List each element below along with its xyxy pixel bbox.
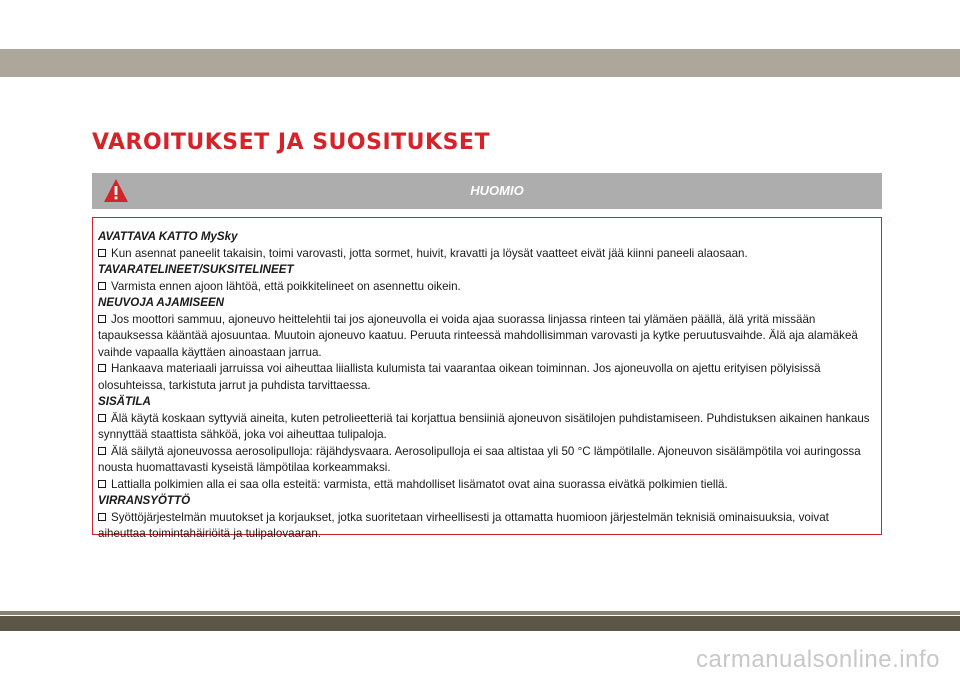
section-interior [98,394,877,493]
list-item: Varmista ennen ajoon lähtöä, että poikkitelineet on asennettu oikein. [98,279,877,296]
section-heading: VIRRANSYÖTTÖ [98,494,191,507]
list-item: Kun asennat paneelit takaisin, toimi varovasti, jotta sormet, huivit, kravatti ja löysät vaatteet eivät jää kiinni paneeli alaosaan. [98,246,877,263]
notice-box [92,217,882,540]
checkbox-bullet-icon [98,364,106,372]
watermark: carmanualsonline.info [696,646,940,673]
top-decorative-band [0,49,960,77]
list-item: Älä säilytä ajoneuvossa aerosolipulloja: räjähdysvaara. Aerosolipulloja ei saa altistaa yli 50 °C lämpötilalle. Ajoneuvon sisälämpötila voi auringossa nousta huomattavasti kyseistä lämpötilaa korkeammaksi. [98,444,861,474]
page-title: VAROITUKSET JA SUOSITUKSET [92,130,490,155]
notice-header [92,173,882,209]
section-heading: TAVARATELINEET/SUKSITELINEET [98,263,294,276]
checkbox-bullet-icon [98,315,106,323]
section-heading: SISÄTILA [98,395,151,408]
list-item: Syöttöjärjestelmän muutokset ja korjaukset, jotka suoritetaan virheellisesti ja ottamatta huomioon järjestelmän teknisiä ominaisuuksia, voivat aiheuttaa toimintahäiriöitä ja tulipalovaaran. [98,510,829,540]
section-heading: AVATTAVA KATTO MySky [98,230,238,243]
list-item: Älä käytä koskaan syttyviä aineita, kuten petrolieetteriä tai korjattua bensiiniä ajoneuvon sisätilojen puhdistamiseen. Puhdistuksen aikainen hankaus synnyttää staattista sähköä, joka voi aiheuttaa tulipaloja. [98,411,870,441]
list-item: Hankaava materiaali jarruissa voi aiheuttaa liiallista kulumista tai vaarantaa oikean toiminnan. Jos ajoneuvolla on ajettu erityisen pölyisissä olosuhteissa, tarkistuta jarrut ja puhdista tarvittaessa. [98,362,821,392]
notice-title: HUOMIO [470,183,524,198]
checkbox-bullet-icon [98,414,106,422]
section-heading: NEUVOJA AJAMISEEN [98,296,225,309]
section-roof-racks [98,262,877,295]
section-sunroof [98,229,877,262]
checkbox-bullet-icon [98,447,106,455]
checkbox-bullet-icon [98,249,106,257]
bottom-decorative-band [0,611,960,615]
checkbox-bullet-icon [98,480,106,488]
section-driving-tips [98,295,877,394]
list-item: Jos moottori sammuu, ajoneuvo heittelehtii tai jos ajoneuvolla ei voida ajaa suorassa linjassa rinteen tai ylämäen päällä, älä yritä missään tapauksessa kääntää ajosuuntaa. Muutoin ajoneuvo kaatuu. Peruuta rinteessä mahdollisimman varovasti ja kytke peruutusvaihde. Älä aja alamäkeä vaihde vapaalla käyttäen ainoastaan jarrua. [98,312,858,359]
bottom-decorative-band-dark [0,616,960,631]
list-item: Lattialla polkimien alla ei saa olla esteitä: varmista, että mahdolliset lisämatot ovat aina suorassa eivätkä polkimien tiellä. [98,477,877,494]
checkbox-bullet-icon [98,513,106,521]
checkbox-bullet-icon [98,282,106,290]
section-power-supply [98,493,877,543]
